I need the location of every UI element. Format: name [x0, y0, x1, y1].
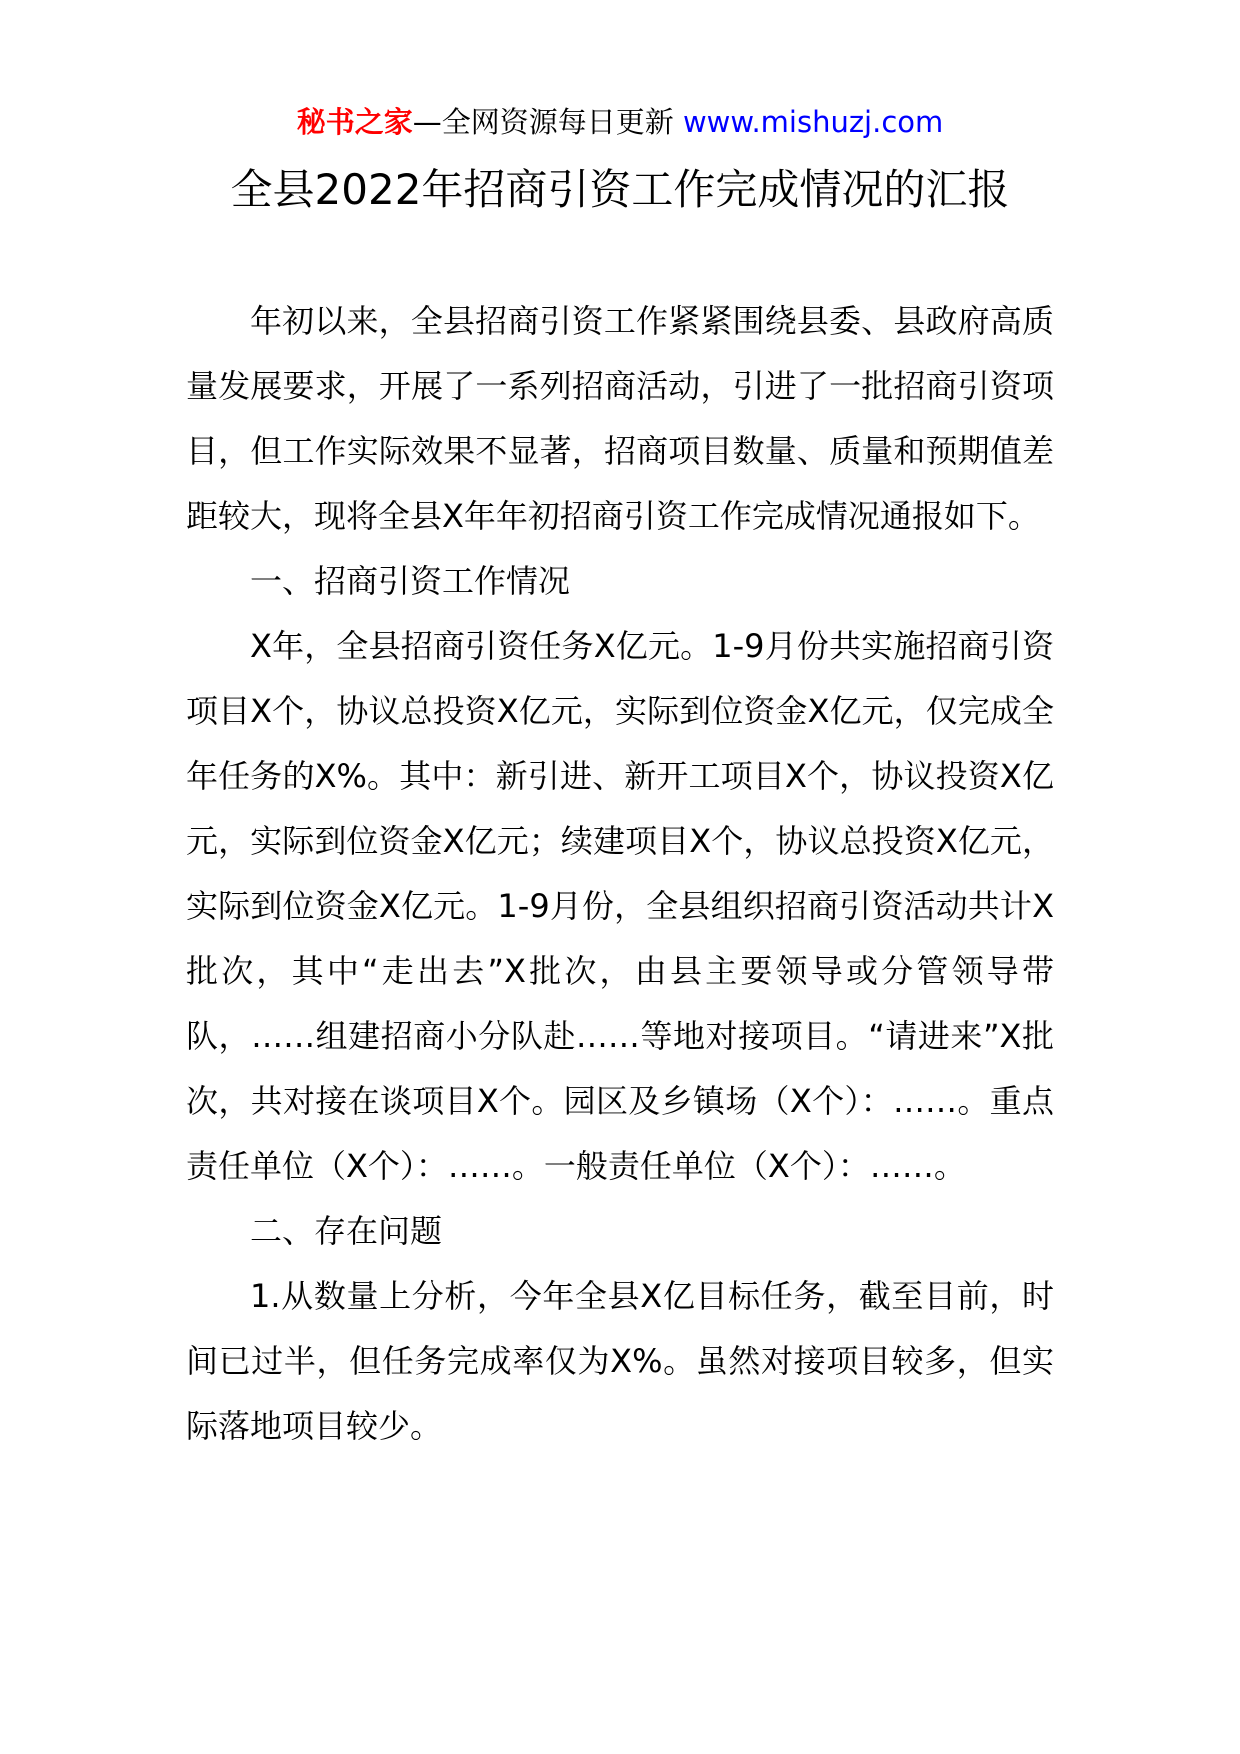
section-heading-problems: 二、存在问题 [250, 1212, 443, 1250]
work-status-paragraph: X年，全县招商引资任务X亿元。1-9月份共实施招商引资项目X个，协议总投资X亿元，实际到位资金X亿元，仅完成全年任务的X%。其中：新引进、新开工项目X个，协议投资X亿元，实际到位资金X亿元；续建项目X个，协议总投资X亿元，实际到位资金X亿元。1-9月份，全县组织招商引资活动共计X批次，其中“走出去”X批次，由县主要领导或分管领导带队，……组建招商小分队赴……等地对接项目。“请进来”X批次，共对接在谈项目X个。园区及乡镇场（X个）：……。重点责任单位（X个）：……。一般责任单位（X个）：……。 [186, 627, 1054, 1185]
intro-paragraph: 年初以来，全县招商引资工作紧紧围绕县委、县政府高质量发展要求，开展了一系列招商活动，引进了一批招商引资项目，但工作实际效果不显著，招商项目数量、质量和预期值差距较大，现将全县X年年初招商引资工作完成情况通报如下。 [186, 302, 1054, 535]
site-url[interactable]: www.mishuzj.com [682, 105, 944, 139]
problem-item-1: 1.从数量上分析，今年全县X亿目标任务，截至目前，时间已过半，但任务完成率仅为X%。虽然对接项目较多，但实际落地项目较少。 [186, 1277, 1054, 1445]
watermark-header [0, 100, 1240, 144]
section-heading-work-status: 一、招商引资工作情况 [250, 562, 571, 600]
site-tagline: —全网资源每日更新 [412, 105, 674, 139]
document-title: 全县2022年招商引资工作完成情况的汇报 [230, 165, 1010, 214]
document-body [186, 289, 1054, 1459]
site-name: 秘书之家 [296, 105, 413, 139]
